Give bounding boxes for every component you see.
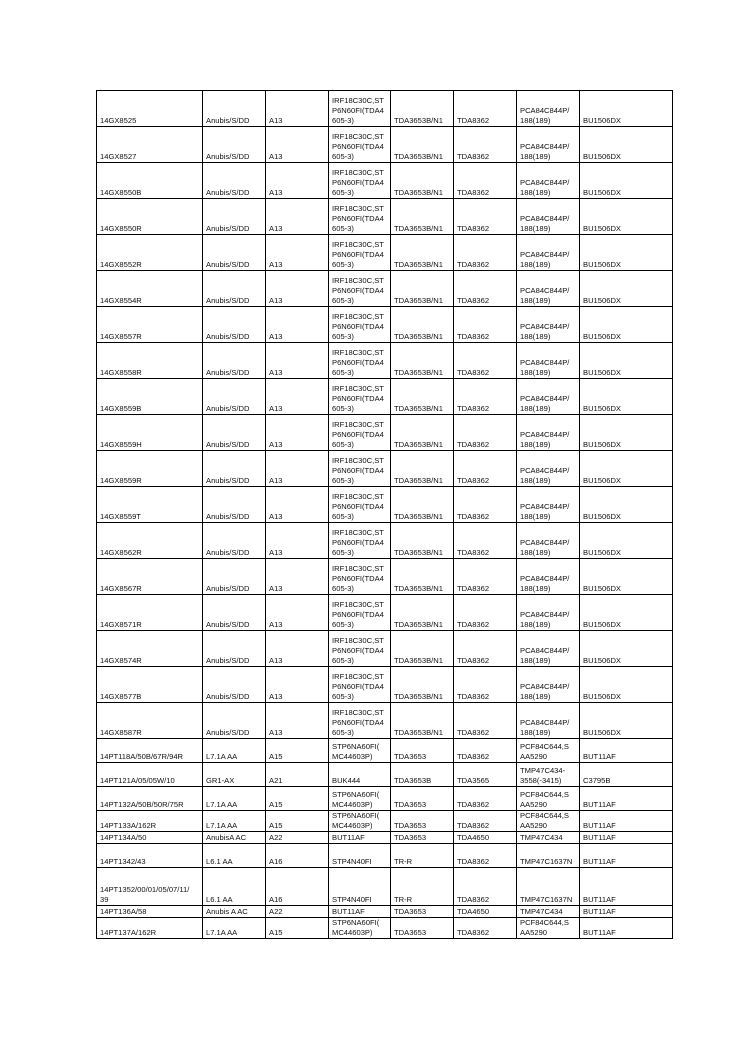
signal-ic-cell: TDA8362: [454, 667, 517, 703]
code-cell: A15: [266, 787, 329, 811]
chassis-cell: L6.1 AA: [203, 844, 266, 868]
mcu-cell: PCA84C844P/ 188(189): [517, 235, 580, 271]
chassis-cell: L6.1 AA: [203, 868, 266, 906]
model-cell: 14GX8550R: [97, 199, 203, 235]
power-ic-cell: STP6NA60FI( MC44603P): [329, 739, 391, 763]
code-cell: A13: [266, 415, 329, 451]
power-ic-cell: IRF18C30C,ST P6N60FI(TDA4 605-3): [329, 703, 391, 739]
power-ic-cell: IRF18C30C,ST P6N60FI(TDA4 605-3): [329, 271, 391, 307]
code-cell: A13: [266, 271, 329, 307]
chassis-cell: Anubis/S/DD: [203, 415, 266, 451]
hot-transistor-cell: C3795B: [580, 763, 673, 787]
chassis-cell: Anubis A AC: [203, 906, 266, 918]
signal-ic-cell: TDA8362: [454, 271, 517, 307]
model-cell: 14GX8554R: [97, 271, 203, 307]
power-ic-cell: STP6NA60FI( MC44603P): [329, 918, 391, 939]
model-cell: 14PT136A/58: [97, 906, 203, 918]
model-cell: 14GX8559H: [97, 415, 203, 451]
table-row: [97, 343, 673, 379]
signal-ic-cell: TDA8362: [454, 415, 517, 451]
signal-ic-cell: TDA8362: [454, 379, 517, 415]
signal-ic-cell: TDA4650: [454, 832, 517, 844]
mcu-cell: PCA84C844P/ 188(189): [517, 559, 580, 595]
model-cell: 14GX8558R: [97, 343, 203, 379]
chassis-cell: Anubis/S/DD: [203, 271, 266, 307]
parts-table: [96, 90, 673, 939]
chassis-cell: Anubis/S/DD: [203, 307, 266, 343]
mcu-cell: PCF84C644,S AA5290: [517, 787, 580, 811]
chassis-cell: Anubis/S/DD: [203, 199, 266, 235]
power-ic-cell: IRF18C30C,ST P6N60FI(TDA4 605-3): [329, 127, 391, 163]
signal-ic-cell: TDA8362: [454, 235, 517, 271]
signal-ic-cell: TDA8362: [454, 199, 517, 235]
code-cell: A13: [266, 487, 329, 523]
code-cell: A16: [266, 868, 329, 906]
code-cell: A21: [266, 763, 329, 787]
table-row: [97, 703, 673, 739]
hot-transistor-cell: BU1506DX: [580, 559, 673, 595]
signal-ic-cell: TDA8362: [454, 703, 517, 739]
chassis-cell: Anubis/S/DD: [203, 451, 266, 487]
code-cell: A15: [266, 811, 329, 832]
signal-ic-cell: TDA8362: [454, 631, 517, 667]
code-cell: A13: [266, 595, 329, 631]
power-ic-cell: IRF18C30C,ST P6N60FI(TDA4 605-3): [329, 379, 391, 415]
audio-ic-cell: TDA3653B/N1: [391, 595, 454, 631]
hot-transistor-cell: BU1506DX: [580, 379, 673, 415]
signal-ic-cell: TDA8362: [454, 307, 517, 343]
audio-ic-cell: TDA3653B/N1: [391, 235, 454, 271]
power-ic-cell: IRF18C30C,ST P6N60FI(TDA4 605-3): [329, 163, 391, 199]
audio-ic-cell: TDA3653B/N1: [391, 127, 454, 163]
mcu-cell: PCF84C644,S AA5290: [517, 739, 580, 763]
hot-transistor-cell: BUT11AF: [580, 918, 673, 939]
mcu-cell: PCA84C844P/ 188(189): [517, 631, 580, 667]
code-cell: A13: [266, 379, 329, 415]
table-row: [97, 415, 673, 451]
code-cell: A13: [266, 163, 329, 199]
signal-ic-cell: TDA8362: [454, 343, 517, 379]
hot-transistor-cell: BUT11AF: [580, 844, 673, 868]
table-row: [97, 811, 673, 832]
model-cell: 14PT118A/50B/67R/94R: [97, 739, 203, 763]
hot-transistor-cell: BU1506DX: [580, 343, 673, 379]
code-cell: A13: [266, 235, 329, 271]
audio-ic-cell: TR-R: [391, 844, 454, 868]
model-cell: 14GX8577B: [97, 667, 203, 703]
audio-ic-cell: TDA3653B/N1: [391, 271, 454, 307]
chassis-cell: Anubis/S/DD: [203, 235, 266, 271]
code-cell: A16: [266, 844, 329, 868]
model-cell: 14PT121A/05/05W/10: [97, 763, 203, 787]
model-cell: 14GX8559T: [97, 487, 203, 523]
hot-transistor-cell: BU1506DX: [580, 667, 673, 703]
code-cell: A15: [266, 918, 329, 939]
model-cell: 14GX8562R: [97, 523, 203, 559]
chassis-cell: Anubis/S/DD: [203, 127, 266, 163]
audio-ic-cell: TDA3653: [391, 787, 454, 811]
audio-ic-cell: TDA3653B/N1: [391, 487, 454, 523]
power-ic-cell: STP4N40FI: [329, 844, 391, 868]
power-ic-cell: IRF18C30C,ST P6N60FI(TDA4 605-3): [329, 595, 391, 631]
code-cell: A13: [266, 631, 329, 667]
hot-transistor-cell: BU1506DX: [580, 307, 673, 343]
power-ic-cell: IRF18C30C,ST P6N60FI(TDA4 605-3): [329, 451, 391, 487]
chassis-cell: Anubis/S/DD: [203, 595, 266, 631]
audio-ic-cell: TDA3653B/N1: [391, 667, 454, 703]
table-row: [97, 127, 673, 163]
audio-ic-cell: TDA3653B/N1: [391, 91, 454, 127]
power-ic-cell: BUT11AF: [329, 832, 391, 844]
signal-ic-cell: TDA8362: [454, 918, 517, 939]
hot-transistor-cell: BUT11AF: [580, 868, 673, 906]
chassis-cell: L7.1A AA: [203, 918, 266, 939]
mcu-cell: TMP47C1637N: [517, 868, 580, 906]
signal-ic-cell: TDA8362: [454, 451, 517, 487]
table-row: [97, 451, 673, 487]
table-row: [97, 918, 673, 939]
model-cell: 14GX8527: [97, 127, 203, 163]
hot-transistor-cell: BU1506DX: [580, 631, 673, 667]
code-cell: A13: [266, 703, 329, 739]
chassis-cell: L7.1A AA: [203, 811, 266, 832]
signal-ic-cell: TDA8362: [454, 595, 517, 631]
table-row: [97, 832, 673, 844]
chassis-cell: Anubis/S/DD: [203, 487, 266, 523]
mcu-cell: PCA84C844P/ 188(189): [517, 343, 580, 379]
model-cell: 14GX8574R: [97, 631, 203, 667]
signal-ic-cell: TDA8362: [454, 523, 517, 559]
hot-transistor-cell: BU1506DX: [580, 523, 673, 559]
mcu-cell: PCA84C844P/ 188(189): [517, 127, 580, 163]
chassis-cell: Anubis/S/DD: [203, 343, 266, 379]
chassis-cell: Anubis/S/DD: [203, 91, 266, 127]
model-cell: 14GX8571R: [97, 595, 203, 631]
audio-ic-cell: TDA3653B/N1: [391, 703, 454, 739]
power-ic-cell: IRF18C30C,ST P6N60FI(TDA4 605-3): [329, 667, 391, 703]
table-row: [97, 631, 673, 667]
hot-transistor-cell: BUT11AF: [580, 811, 673, 832]
audio-ic-cell: TDA3653: [391, 906, 454, 918]
mcu-cell: TMP47C1637N: [517, 844, 580, 868]
table-row: [97, 523, 673, 559]
table-row: [97, 199, 673, 235]
power-ic-cell: IRF18C30C,ST P6N60FI(TDA4 605-3): [329, 91, 391, 127]
model-cell: 14GX8587R: [97, 703, 203, 739]
signal-ic-cell: TDA8362: [454, 91, 517, 127]
power-ic-cell: IRF18C30C,ST P6N60FI(TDA4 605-3): [329, 415, 391, 451]
code-cell: A13: [266, 91, 329, 127]
chassis-cell: Anubis/S/DD: [203, 667, 266, 703]
table-row: [97, 91, 673, 127]
hot-transistor-cell: BU1506DX: [580, 271, 673, 307]
model-cell: 14GX8557R: [97, 307, 203, 343]
audio-ic-cell: TDA3653B/N1: [391, 451, 454, 487]
mcu-cell: PCA84C844P/ 188(189): [517, 199, 580, 235]
signal-ic-cell: TDA3565: [454, 763, 517, 787]
signal-ic-cell: TDA8362: [454, 787, 517, 811]
mcu-cell: PCA84C844P/ 188(189): [517, 487, 580, 523]
mcu-cell: PCF84C644,S AA5290: [517, 918, 580, 939]
chassis-cell: Anubis/S/DD: [203, 631, 266, 667]
signal-ic-cell: TDA8362: [454, 739, 517, 763]
mcu-cell: TMP47C434: [517, 832, 580, 844]
audio-ic-cell: TDA3653B/N1: [391, 343, 454, 379]
chassis-cell: GR1-AX: [203, 763, 266, 787]
model-cell: 14GX8550B: [97, 163, 203, 199]
model-cell: 14GX8525: [97, 91, 203, 127]
table-row: [97, 844, 673, 868]
model-cell: 14PT134A/50: [97, 832, 203, 844]
chassis-cell: Anubis/S/DD: [203, 379, 266, 415]
code-cell: A13: [266, 523, 329, 559]
model-cell: 14GX8559R: [97, 451, 203, 487]
mcu-cell: PCA84C844P/ 188(189): [517, 415, 580, 451]
power-ic-cell: IRF18C30C,ST P6N60FI(TDA4 605-3): [329, 343, 391, 379]
mcu-cell: PCA84C844P/ 188(189): [517, 451, 580, 487]
mcu-cell: PCF84C644,S AA5290: [517, 811, 580, 832]
mcu-cell: PCA84C844P/ 188(189): [517, 91, 580, 127]
mcu-cell: TMP47C434- 3558(-3415): [517, 763, 580, 787]
power-ic-cell: IRF18C30C,ST P6N60FI(TDA4 605-3): [329, 235, 391, 271]
audio-ic-cell: TDA3653B/N1: [391, 307, 454, 343]
model-cell: 14PT132A/50B/50R/75R: [97, 787, 203, 811]
audio-ic-cell: TDA3653B/N1: [391, 163, 454, 199]
mcu-cell: PCA84C844P/ 188(189): [517, 703, 580, 739]
hot-transistor-cell: BU1506DX: [580, 235, 673, 271]
power-ic-cell: BUT11AF: [329, 906, 391, 918]
audio-ic-cell: TDA3653B/N1: [391, 559, 454, 595]
hot-transistor-cell: BU1506DX: [580, 163, 673, 199]
model-cell: 14GX8567R: [97, 559, 203, 595]
table-row: [97, 763, 673, 787]
hot-transistor-cell: BU1506DX: [580, 127, 673, 163]
audio-ic-cell: TR-R: [391, 868, 454, 906]
audio-ic-cell: TDA3653B/N1: [391, 379, 454, 415]
signal-ic-cell: TDA8362: [454, 844, 517, 868]
hot-transistor-cell: BUT11AF: [580, 832, 673, 844]
chassis-cell: AnubisA AC: [203, 832, 266, 844]
audio-ic-cell: TDA3653: [391, 811, 454, 832]
code-cell: A22: [266, 832, 329, 844]
table-row: [97, 271, 673, 307]
code-cell: A15: [266, 739, 329, 763]
table-body: [97, 91, 673, 939]
audio-ic-cell: TDA3653B/N1: [391, 199, 454, 235]
audio-ic-cell: TDA3653B/N1: [391, 523, 454, 559]
code-cell: A22: [266, 906, 329, 918]
signal-ic-cell: TDA8362: [454, 163, 517, 199]
power-ic-cell: IRF18C30C,ST P6N60FI(TDA4 605-3): [329, 559, 391, 595]
power-ic-cell: IRF18C30C,ST P6N60FI(TDA4 605-3): [329, 487, 391, 523]
hot-transistor-cell: BU1506DX: [580, 415, 673, 451]
chassis-cell: Anubis/S/DD: [203, 163, 266, 199]
code-cell: A13: [266, 451, 329, 487]
power-ic-cell: IRF18C30C,ST P6N60FI(TDA4 605-3): [329, 307, 391, 343]
model-cell: 14GX8552R: [97, 235, 203, 271]
mcu-cell: PCA84C844P/ 188(189): [517, 595, 580, 631]
power-ic-cell: STP6NA60FI( MC44603P): [329, 811, 391, 832]
table-row: [97, 739, 673, 763]
code-cell: A13: [266, 199, 329, 235]
audio-ic-cell: TDA3653B: [391, 763, 454, 787]
power-ic-cell: IRF18C30C,ST P6N60FI(TDA4 605-3): [329, 199, 391, 235]
table-row: [97, 868, 673, 906]
table-row: [97, 307, 673, 343]
signal-ic-cell: TDA8362: [454, 127, 517, 163]
audio-ic-cell: TDA3653: [391, 739, 454, 763]
hot-transistor-cell: BU1506DX: [580, 703, 673, 739]
table-row: [97, 235, 673, 271]
chassis-cell: L7.1A AA: [203, 739, 266, 763]
code-cell: A13: [266, 343, 329, 379]
power-ic-cell: IRF18C30C,ST P6N60FI(TDA4 605-3): [329, 523, 391, 559]
hot-transistor-cell: BUT11AF: [580, 739, 673, 763]
mcu-cell: PCA84C844P/ 188(189): [517, 307, 580, 343]
model-cell: 14PT133A/162R: [97, 811, 203, 832]
table-row: [97, 559, 673, 595]
audio-ic-cell: TDA3653B/N1: [391, 631, 454, 667]
table-row: [97, 787, 673, 811]
audio-ic-cell: TDA3653: [391, 918, 454, 939]
chassis-cell: Anubis/S/DD: [203, 523, 266, 559]
mcu-cell: TMP47C434: [517, 906, 580, 918]
model-cell: 14PT1352/00/01/05/07/11/ 39: [97, 868, 203, 906]
table-row: [97, 906, 673, 918]
hot-transistor-cell: BU1506DX: [580, 91, 673, 127]
chassis-cell: Anubis/S/DD: [203, 703, 266, 739]
signal-ic-cell: TDA8362: [454, 868, 517, 906]
signal-ic-cell: TDA8362: [454, 487, 517, 523]
mcu-cell: PCA84C844P/ 188(189): [517, 523, 580, 559]
power-ic-cell: BUK444: [329, 763, 391, 787]
model-cell: 14GX8559B: [97, 379, 203, 415]
audio-ic-cell: TDA3653: [391, 832, 454, 844]
table-row: [97, 595, 673, 631]
signal-ic-cell: TDA8362: [454, 811, 517, 832]
hot-transistor-cell: BU1506DX: [580, 451, 673, 487]
hot-transistor-cell: BU1506DX: [580, 199, 673, 235]
mcu-cell: PCA84C844P/ 188(189): [517, 271, 580, 307]
model-cell: 14PT137A/162R: [97, 918, 203, 939]
chassis-cell: Anubis/S/DD: [203, 559, 266, 595]
signal-ic-cell: TDA8362: [454, 559, 517, 595]
audio-ic-cell: TDA3653B/N1: [391, 415, 454, 451]
code-cell: A13: [266, 307, 329, 343]
table-row: [97, 487, 673, 523]
power-ic-cell: STP6NA60FI( MC44603P): [329, 787, 391, 811]
model-cell: 14PT1342/43: [97, 844, 203, 868]
hot-transistor-cell: BUT11AF: [580, 906, 673, 918]
code-cell: A13: [266, 559, 329, 595]
code-cell: A13: [266, 127, 329, 163]
signal-ic-cell: TDA4650: [454, 906, 517, 918]
hot-transistor-cell: BU1506DX: [580, 487, 673, 523]
mcu-cell: PCA84C844P/ 188(189): [517, 163, 580, 199]
power-ic-cell: IRF18C30C,ST P6N60FI(TDA4 605-3): [329, 631, 391, 667]
code-cell: A13: [266, 667, 329, 703]
hot-transistor-cell: BU1506DX: [580, 595, 673, 631]
mcu-cell: PCA84C844P/ 188(189): [517, 667, 580, 703]
hot-transistor-cell: BUT11AF: [580, 787, 673, 811]
power-ic-cell: STP4N40FI: [329, 868, 391, 906]
table-row: [97, 163, 673, 199]
table-row: [97, 379, 673, 415]
table-row: [97, 667, 673, 703]
mcu-cell: PCA84C844P/ 188(189): [517, 379, 580, 415]
chassis-cell: L7.1A AA: [203, 787, 266, 811]
